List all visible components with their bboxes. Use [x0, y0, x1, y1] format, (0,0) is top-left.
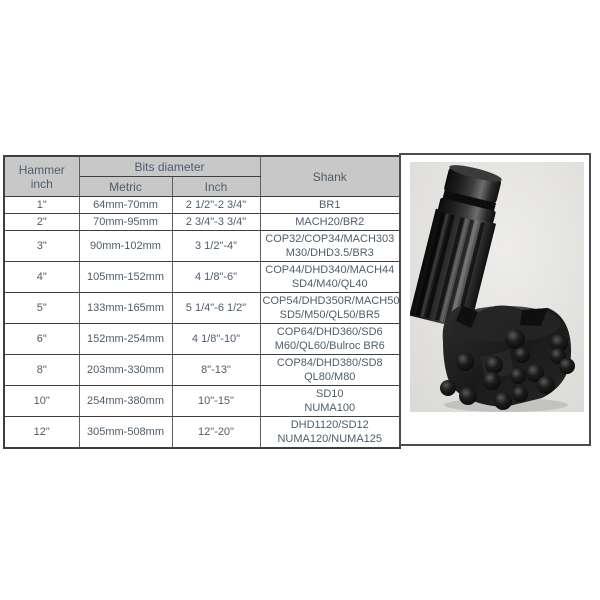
inch-cell: 4 1/8"-6" — [172, 262, 260, 293]
metric-cell: 203mm-330mm — [79, 355, 172, 386]
hammer-inch-cell: 2" — [4, 214, 79, 231]
table-row — [4, 417, 400, 449]
table-row — [4, 293, 400, 324]
header-hammer-inch: Hammer inch — [4, 156, 79, 197]
spec-table — [3, 155, 401, 449]
table-row — [4, 197, 400, 214]
table-row — [4, 386, 400, 417]
table-body — [4, 197, 400, 449]
metric-cell: 64mm-70mm — [79, 197, 172, 214]
shank-cell: BR1 — [260, 197, 400, 214]
shank-cell: COP54/DHD350R/MACH50 SD5/M50/QL50/BR5 — [260, 293, 400, 324]
hammer-inch-cell: 4" — [4, 262, 79, 293]
inch-cell: 5 1/4"-6 1/2" — [172, 293, 260, 324]
metric-cell: 254mm-380mm — [79, 386, 172, 417]
shank-cell: COP32/COP34/MACH303 M30/DHD3.5/BR3 — [260, 231, 400, 262]
header-shank: Shank — [260, 156, 400, 197]
shank-cell: SD10 NUMA100 — [260, 386, 400, 417]
header-metric: Metric — [79, 177, 172, 197]
table-row — [4, 231, 400, 262]
inch-cell: 3 1/2"-4" — [172, 231, 260, 262]
table-header — [4, 156, 400, 197]
inch-cell: 4 1/8"-10" — [172, 324, 260, 355]
hammer-inch-cell: 1" — [4, 197, 79, 214]
table-row — [4, 214, 400, 231]
shank-cell: DHD1120/SD12 NUMA120/NUMA125 — [260, 417, 400, 449]
metric-cell: 305mm-508mm — [79, 417, 172, 449]
metric-cell: 90mm-102mm — [79, 231, 172, 262]
drill-bit-photo — [410, 162, 584, 412]
metric-cell: 105mm-152mm — [79, 262, 172, 293]
shank-cell: COP44/DHD340/MACH44 SD4/M40/QL40 — [260, 262, 400, 293]
inch-cell: 8"-13" — [172, 355, 260, 386]
header-bits-diameter: Bits diameter — [79, 156, 260, 177]
hammer-inch-cell: 12" — [4, 417, 79, 449]
table-row — [4, 355, 400, 386]
hammer-inch-cell: 8" — [4, 355, 79, 386]
inch-cell: 12"-20" — [172, 417, 260, 449]
inch-cell: 2 3/4"-3 3/4" — [172, 214, 260, 231]
hammer-inch-cell: 10" — [4, 386, 79, 417]
inch-cell: 2 1/2"-2 3/4" — [172, 197, 260, 214]
hammer-inch-cell: 6" — [4, 324, 79, 355]
metric-cell: 152mm-254mm — [79, 324, 172, 355]
hammer-inch-cell: 3" — [4, 231, 79, 262]
photo-frame — [399, 153, 591, 446]
shank-cell: COP84/DHD380/SD8 QL80/M80 — [260, 355, 400, 386]
metric-cell: 70mm-95mm — [79, 214, 172, 231]
shank-cell: MACH20/BR2 — [260, 214, 400, 231]
hammer-inch-cell: 5" — [4, 293, 79, 324]
inch-cell: 10"-15" — [172, 386, 260, 417]
metric-cell: 133mm-165mm — [79, 293, 172, 324]
shank-cell: COP64/DHD360/SD6 M60/QL60/Bulroc BR6 — [260, 324, 400, 355]
header-inch: Inch — [172, 177, 260, 197]
table-row — [4, 324, 400, 355]
drill-bit-illustration — [410, 162, 584, 412]
table-row — [4, 262, 400, 293]
